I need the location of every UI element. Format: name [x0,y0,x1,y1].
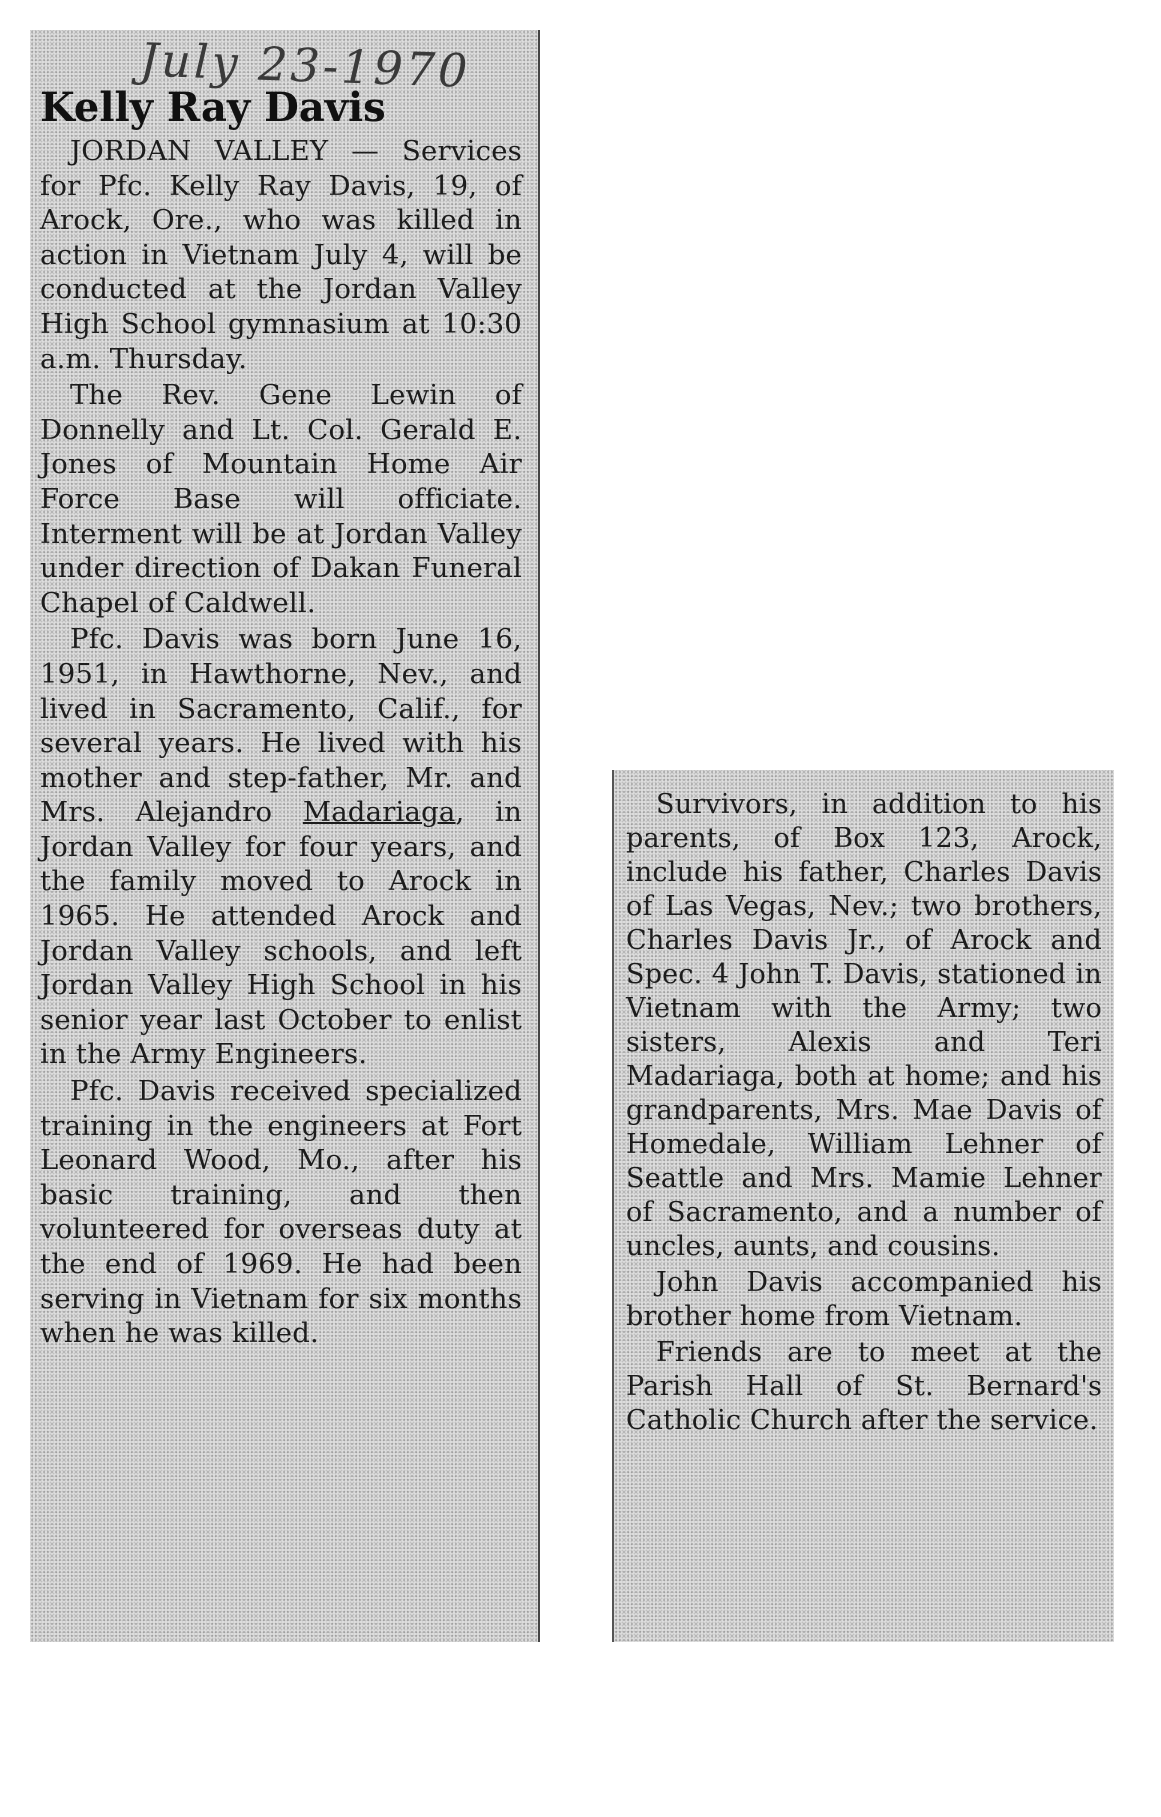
clipping-right-column [612,770,1114,1642]
clipping-left-column [30,30,540,1642]
paragraph-biography [40,622,522,1072]
biography-text-after: , in Jordan Valley for four years, and the family moved to Arock in 1965. He attended Arock and Jordan Valley schools, and left Jordan Valley High School in his senior year last October to enlist in the Army Engineers. [40,796,522,1071]
paragraph-escort: John Davis accompanied his brother home from Vietnam. [626,1267,1102,1332]
obituary-headline: Kelly Ray Davis [40,84,386,131]
handwritten-date: July 23-1970 [138,32,472,99]
paragraph-gathering: Friends are to meet at the Parish Hall of St. Bernard's Catholic Church after the service. [626,1337,1102,1436]
underlined-surname: Madariaga [302,796,456,829]
paragraph-survivors: Survivors, in addition to his parents, of Box 123, Arock, include his father, Charles Davis of Las Vegas, Nev.; two brothers, Charles Davis Jr., of Arock and Spec. 4 John T. Davis, stationed in Vietnam with the Army; two sisters, Alexis and Teri Madariaga, both at home; and his grandparents, Mrs. Mae Davis of Homedale, William Lehner of Seattle and Mrs. Mamie Lehner of Sacramento, and a number of uncles, aunts, and cousins. [626,789,1102,1262]
paragraph-service-record: Pfc. Davis received specialized training in the engineers at Fort Leonard Wood, Mo., after his basic training, and then volunteered for overseas duty at the end of 1969. He had been serving in Vietnam for six months when he was killed. [40,1075,522,1350]
paragraph-services: JORDAN VALLEY — Services for Pfc. Kelly Ray Davis, 19, of Arock, Ore., who was killed in action in Vietnam July 4, will be conducted at the Jordan Valley High School gymnasium at 10:30 a.m. Thursday. [40,135,522,375]
paragraph-officiants: The Rev. Gene Lewin of Donnelly and Lt. Col. Gerald E. Jones of Mountain Home Air Force Base will officiate. Interment will be at Jordan Valley under direction of Dakan Funeral Chapel of Caldwell. [40,379,522,619]
biography-text-before: Pfc. Davis was born June 16, 1951, in Hawthorne, Nev., and lived in Sacramento, Calif., for several years. He lived with his mother and step-father, Mr. and Mrs. Alejandro [40,623,522,829]
